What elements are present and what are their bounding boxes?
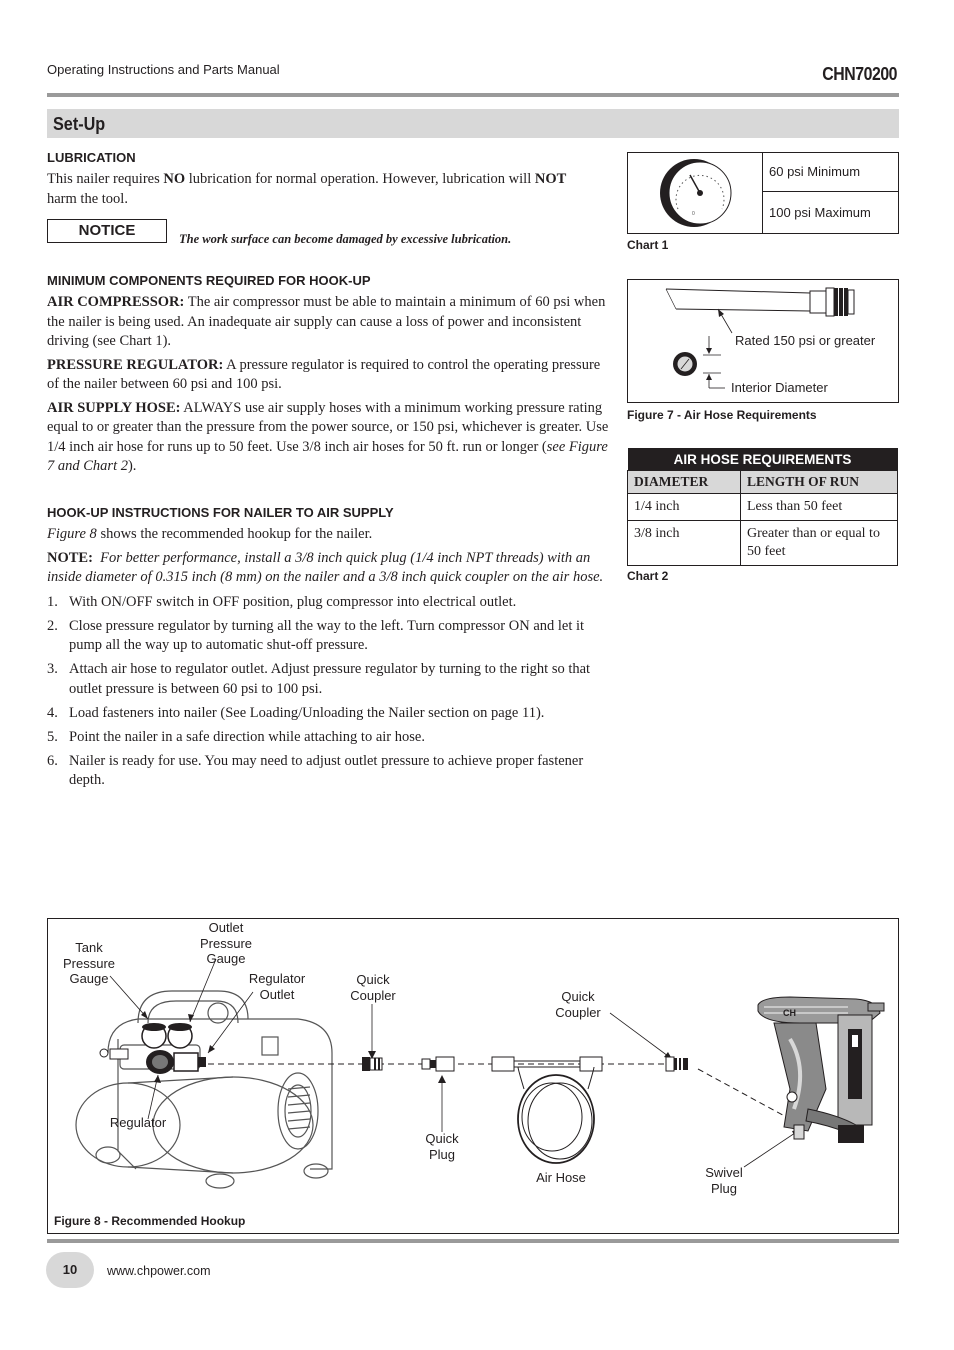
outlet-gauge-label: Outlet Pressure Gauge — [199, 920, 253, 966]
regulator-paragraph: PRESSURE REGULATOR: A pressure regulator is required to control the operating pressure of the nailer between 60 psi and 100 psi. — [47, 356, 601, 392]
tank-gauge-label: Tank Pressure Gauge — [62, 940, 116, 986]
quick-coupler-label: Quick Coupler — [350, 972, 396, 1003]
chart-1 — [627, 152, 899, 234]
quick-coupler-2-icon — [666, 1057, 688, 1071]
regulator-label: Regulator — [109, 1115, 167, 1130]
table-row — [628, 494, 898, 521]
quick-plug-label: Quick Plug — [425, 1131, 459, 1162]
svg-text:0: 0 — [692, 211, 695, 217]
gauges-icon — [100, 1023, 206, 1074]
interior-diameter-label: Interior Diameter — [731, 380, 828, 395]
step-item: 1. With ON/OFF switch in OFF position, plug compressor into electrical outlet. — [47, 593, 517, 610]
manual-title: Operating Instructions and Parts Manual — [47, 62, 280, 77]
footer-rule — [47, 1239, 899, 1243]
pressure-gauge-icon — [656, 157, 736, 229]
hookup-note: NOTE: For better performance, install a 3/8 inch quick plug (1/4 inch NPT threads) with an inside diameter of 0.315 inch (8 mm) on the nailer and a 3/8 inch quick coupler on the air hose. — [47, 549, 604, 585]
col-length: LENGTH OF RUN — [741, 471, 898, 494]
step-item: 2. Close pressure regulator by turning all the way to the left. Turn compressor ON and let it pump all the way up to automatic shut-off pressure. — [47, 617, 585, 653]
quick-coupler-label-2: Quick Coupler — [555, 989, 601, 1020]
diameter-cell: 3/8 inch — [628, 521, 741, 566]
model-number: CHN70200 — [822, 64, 897, 84]
swivel-plug-label: Swivel Plug — [705, 1165, 743, 1196]
step-item: 4. Load fasteners into nailer (See Loading/Unloading the Nailer section on page 11). — [47, 704, 545, 721]
components-block — [47, 273, 609, 477]
chart-2-caption: Chart 2 — [627, 569, 669, 583]
leader-arrows — [141, 1011, 800, 1137]
figure-8-caption: Figure 8 - Recommended Hookup — [54, 1214, 246, 1228]
header-rule — [47, 93, 899, 97]
figure-7 — [627, 279, 899, 403]
figure-7-caption: Figure 7 - Air Hose Requirements — [627, 408, 817, 422]
nailer-icon — [758, 997, 884, 1143]
quick-coupler-icon — [362, 1057, 382, 1071]
components-heading: MINIMUM COMPONENTS REQUIRED FOR HOOK-UP — [47, 273, 371, 288]
chart-1-divider — [762, 153, 763, 233]
hookup-block — [47, 505, 609, 795]
chart-2 — [627, 448, 898, 566]
hookup-heading: HOOK-UP INSTRUCTIONS FOR NAILER TO AIR SUPPLY — [47, 505, 394, 520]
air-hose-table — [627, 448, 898, 566]
chart-1-row-rule — [763, 191, 898, 192]
compressor-paragraph: AIR COMPRESSOR: The air compressor must be able to maintain a minimum of 60 psi when the nailer is being used. An inadequate air supply can cause a loss of power and inconsistent driving (see Chart 1). — [47, 294, 606, 349]
air-hose-coil-icon — [492, 1057, 602, 1163]
col-diameter: DIAMETER — [628, 471, 741, 494]
hookup-path-diagonal — [698, 1069, 790, 1119]
chart-1-caption: Chart 1 — [627, 238, 669, 252]
step-item: 6. Nailer is ready for use. You may need to adjust outlet pressure to achieve proper fastener depth. — [47, 752, 584, 788]
hose-paragraph: AIR SUPPLY HOSE: ALWAYS use air supply hoses with a minimum working pressure rating equal to or greater than the pressure from the power source, or 150 psi, whichever is greater. Use 1/4 inch air hose for runs up to 50 feet. Use 3/8 inch air hoses for 50 ft. run or longer (see Figure 7 and Chart 2). — [47, 399, 609, 474]
chart-1-max: 100 psi Maximum — [769, 205, 871, 220]
quick-plug-icon — [422, 1057, 454, 1071]
length-cell: Less than 50 feet — [741, 494, 898, 521]
page-number: 10 — [46, 1252, 94, 1288]
section-bar — [47, 109, 899, 138]
notice-label: NOTICE — [47, 219, 167, 243]
notice-text: The work surface can become damaged by excessive lubrication. — [179, 232, 512, 246]
hookup-illustration — [48, 919, 898, 1233]
hookup-steps — [47, 593, 609, 791]
compressor-icon — [76, 991, 332, 1188]
air-hose-label: Air Hose — [536, 1170, 586, 1185]
figure-8 — [47, 918, 899, 1234]
air-hose-table-title: AIR HOSE REQUIREMENTS — [628, 448, 898, 471]
rated-label: Rated 150 psi or greater — [735, 333, 876, 348]
left-column — [47, 150, 609, 209]
section-title: Set-Up — [53, 114, 106, 134]
length-cell: Greater than or equal to 50 feet — [741, 521, 898, 566]
hookup-intro: Figure 8 shows the recommended hookup for the nailer. — [47, 526, 373, 542]
lubrication-paragraph: This nailer requires NO lubrication for normal operation. However, lubrication will NOT harm the tool. — [47, 171, 567, 207]
lubrication-heading: LUBRICATION — [47, 150, 136, 165]
website-url: www.chpower.com — [107, 1264, 211, 1278]
step-item: 5. Point the nailer in a safe direction while attaching to air hose. — [47, 728, 425, 745]
diameter-cell: 1/4 inch — [628, 494, 741, 521]
chart-1-min: 60 psi Minimum — [769, 164, 861, 179]
svg-text:CH: CH — [783, 1008, 796, 1018]
step-item: 3. Attach air hose to regulator outlet. Adjust pressure regulator by turning to the right so that outlet pressure is between 60 psi to 100 psi. — [47, 661, 591, 697]
table-row — [628, 521, 898, 566]
regulator-outlet-label: Regulator Outlet — [248, 971, 306, 1002]
